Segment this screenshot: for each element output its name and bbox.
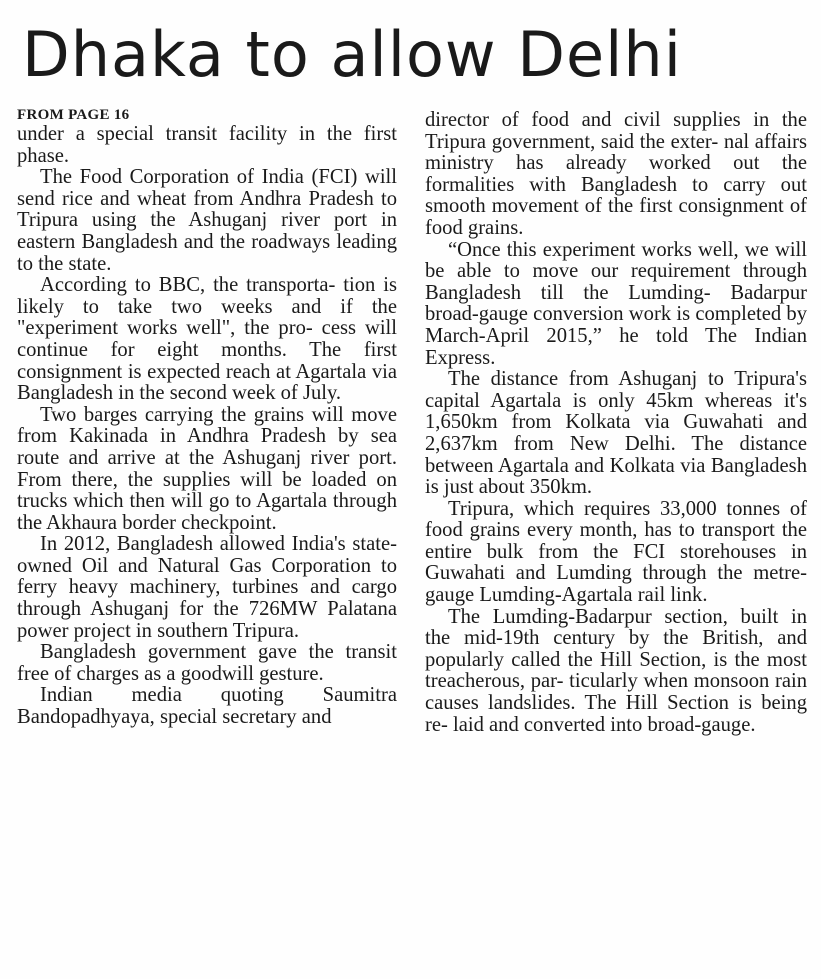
headline: Dhaka to allow Delhi bbox=[22, 18, 682, 91]
paragraph: director of food and civil supplies in the Tripura government, said the exter- nal affairs ministry has already worked out the formalities with Bangladesh to carry out smooth movement of the first consignment of food grains. bbox=[425, 109, 807, 239]
paragraph: Bangladesh government gave the transit free of charges as a goodwill gesture. bbox=[17, 641, 397, 685]
paragraph: In 2012, Bangladesh allowed India's state-owned Oil and Natural Gas Corporation to ferry heavy machinery, turbines and cargo through Ashuganj for the 726MW Palatana power project in southern Tripura. bbox=[17, 533, 397, 642]
paragraph: “Once this experiment works well, we will be able to move our requirement through Bangladesh till the Lumding- Badarpur broad-gauge conversion work is completed by March-April 2015,” he told The Indian Express. bbox=[425, 238, 807, 369]
paragraph: The Lumding-Badarpur section, built in the mid-19th century by the British, and popularly called the Hill Section, is the most treacherous, par- ticularly when monsoon rain causes landslides. The Hill Section is being re- laid and converted into broad-gauge. bbox=[425, 605, 807, 736]
paragraph: The distance from Ashuganj to Tripura's capital Agartala is only 45km whereas it's 1,650km from Kolkata via Guwahati and 2,637km from New Delhi. The distance between Agartala and Kolkata via Bangladesh is just about 350km. bbox=[425, 368, 807, 499]
paragraph: Tripura, which requires 33,000 tonnes of food grains every month, has to transport the entire bulk from the FCI storehouses in Guwahati and Lumding through the metre-gauge Lumding-Agartala rail link. bbox=[425, 497, 807, 607]
article-column-right bbox=[425, 110, 807, 736]
paragraph: under a special transit facility in the first phase. bbox=[17, 123, 397, 167]
continuation-kicker: FROM PAGE 16 bbox=[17, 107, 130, 123]
article-column-left bbox=[17, 106, 397, 729]
paragraph: The Food Corporation of India (FCI) will send rice and wheat from Andhra Pradesh to Tripura using the Ashuganj river port in eastern Bangladesh and the roadways leading to the state. bbox=[17, 166, 397, 275]
paragraph: Two barges carrying the grains will move from Kakinada in Andhra Pradesh by sea route and arrive at the Ashuganj river port. From there, the supplies will be loaded on trucks which then will go to Agartala through the Akhaura border checkpoint. bbox=[17, 403, 397, 534]
paragraph: According to BBC, the transporta- tion is likely to take two weeks and if the "experiment works well", the pro- cess will continue for eight months. The first consignment is expected reach at Agartala via Bangladesh in the second week of July. bbox=[17, 274, 397, 405]
paragraph: Indian media quoting Saumitra Bandopadhyaya, special secretary and bbox=[17, 684, 397, 729]
